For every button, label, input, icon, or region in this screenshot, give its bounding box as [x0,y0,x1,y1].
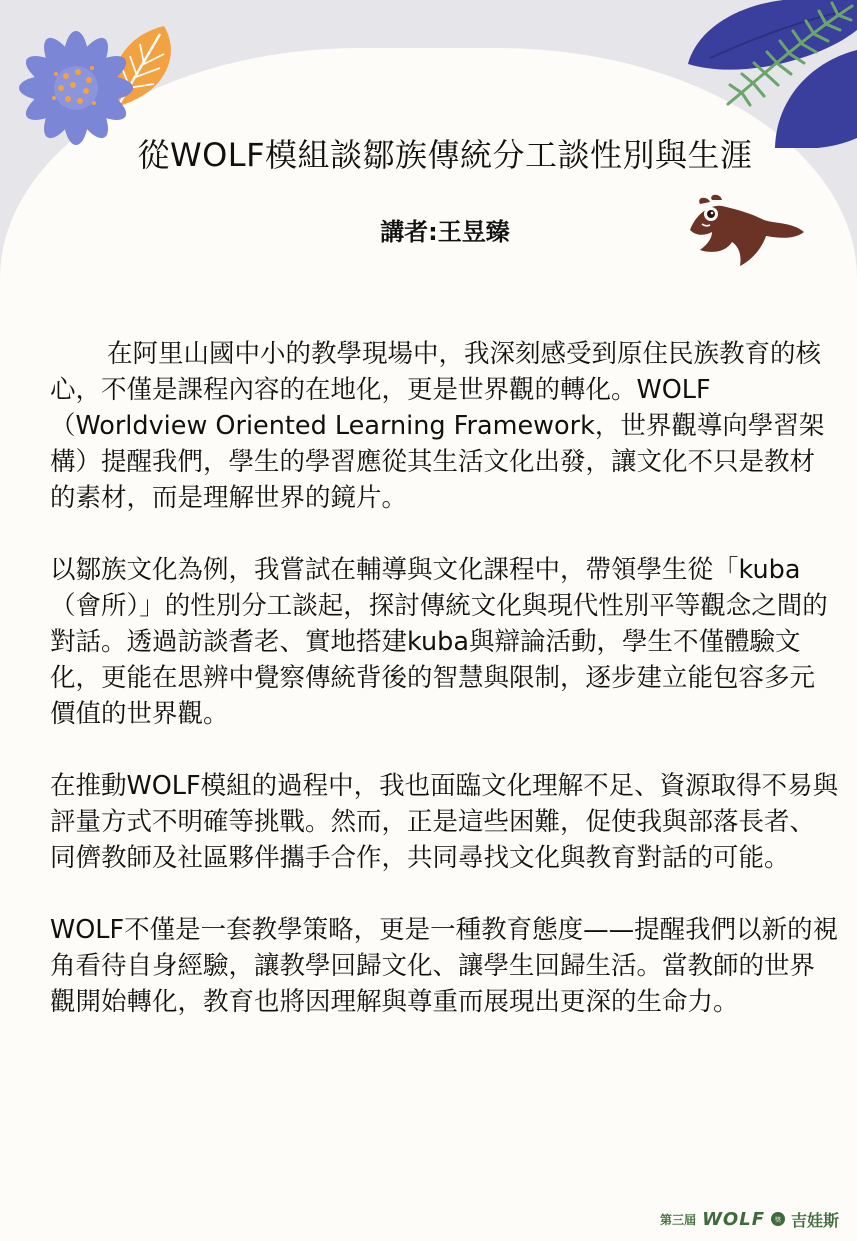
paragraph: 在阿里山國中小的教學現場中，我深刻感受到原住民族教育的核心，不僅是課程內容的在地化，更是世界觀的轉化。WOLF（Worldview Oriented Learning Framework，世界觀導向學習架構）提醒我們，學生的學習應從其生活文化出發，讓文化不只是教材的素材，而是理解世界的鏡片。 [50,339,825,513]
brand-wordmark: WOLF [702,1208,765,1230]
article-body [50,336,840,1056]
award-badge-icon: 獎 [771,1212,785,1226]
speaker-line: 講者:王昱臻 [380,218,510,246]
flower-icon [10,30,145,145]
fern-icon [720,0,857,110]
award-name: 吉娃斯 [790,1210,839,1230]
footer-logo [660,1207,839,1231]
paragraph: 在推動WOLF模組的過程中，我也面臨文化理解不足、資源取得不易與評量方式不明確等挑戰。然而，正是這些困難，促使我與部落長者、同儕教師及社區夥伴攜手合作，共同尋找文化與教育對話的可能。 [50,771,839,873]
paragraph: 以鄒族文化為例，我嘗試在輔導與文化課程中，帶領學生從「kuba（會所）」的性別分工談起，探討傳統文化與現代性別平等觀念之間的對話。透過訪談耆老、實地搭建kuba與辯論活動，學生不僅體驗文化，更能在思辨中覺察傳統背後的智慧與限制，逐步建立能包容多元價值的世界觀。 [50,555,828,729]
paragraph: WOLF不僅是一套教學策略，更是一種教育態度——提醒我們以新的視角看待自身經驗，讓教學回歸文化、讓學生回歸生活。當教師的世界觀開始轉化，教育也將因理解與尊重而展現出更深的生命力。 [50,915,839,1017]
edition-label: 第三屆 [660,1212,697,1227]
page-title: 從WOLF模組談鄒族傳統分工談性別與生涯 [137,136,753,174]
